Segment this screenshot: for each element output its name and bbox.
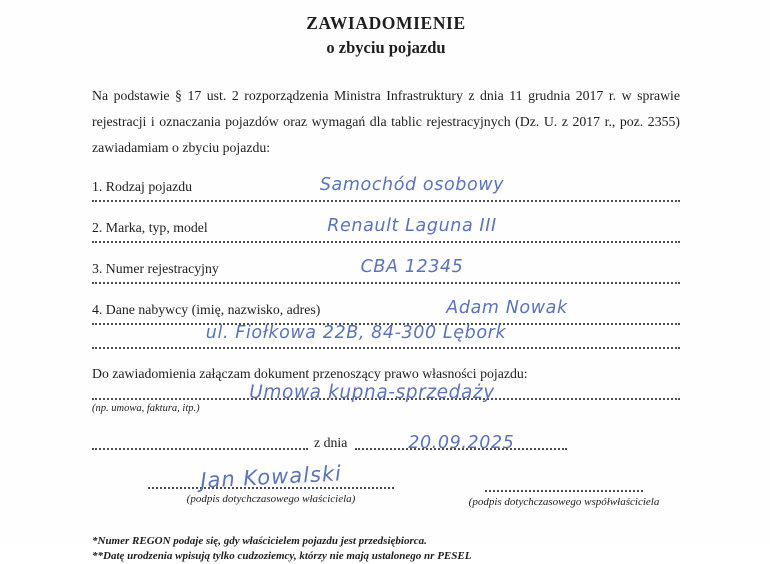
attachment-statement: Do zawiadomienia załączam dokument przenoszący prawo własności pojazdu: xyxy=(92,366,528,381)
document-subtitle: o zbyciu pojazdu xyxy=(326,38,446,57)
field-vehicle-type-value: Samochód osobowy xyxy=(319,175,505,195)
dotted-line xyxy=(485,490,643,492)
field-vehicle-type xyxy=(92,175,680,202)
co-owner-signature-block xyxy=(448,460,680,508)
field-buyer-data xyxy=(92,298,680,349)
dotted-line xyxy=(92,282,680,284)
field-buyer-name-value: Adam Nowak xyxy=(446,298,568,318)
form-fields xyxy=(92,175,680,349)
signatures-section xyxy=(92,460,680,508)
field-registration-number-label: 3. Numer rejestracyjny xyxy=(92,261,219,276)
attachment-hint: (np. umowa, faktura, itp.) xyxy=(92,403,200,414)
dotted-line xyxy=(92,347,680,349)
owner-signature: Jan Kowalski xyxy=(199,461,343,493)
owner-signature-caption: (podpis dotychczasowego właściciela) xyxy=(186,493,356,505)
dotted-line xyxy=(92,200,680,202)
field-vehicle-type-label: 1. Rodzaj pojazdu xyxy=(92,179,193,194)
legal-basis-paragraph: Na podstawie § 17 ust. 2 rozporządzenia Ministra Infrastruktury z dnia 11 grudnia 2017 r. w sprawie rejestracji i oznaczania pojazdów oraz wymagań dla tablic rejestracyjnych (Dz. U. z 2017 r., poz. 2355) zawiadamiam o zbyciu pojazdu: xyxy=(92,88,680,155)
field-buyer-address-value: ul. Fiołkowa 22B, 84-300 Lębork xyxy=(205,323,507,343)
date-label: z dnia xyxy=(314,435,348,450)
attachment-section xyxy=(92,366,680,453)
attachment-document-value: Umowa kupna-sprzedaży xyxy=(249,382,495,403)
attachment-date-row xyxy=(92,430,680,453)
footnotes xyxy=(92,534,680,564)
dotted-line xyxy=(92,448,308,450)
document-title: ZAWIADOMIENIE xyxy=(306,13,466,33)
co-owner-signature-caption: (podpis dotychczasowego współwłaściciela xyxy=(468,496,660,508)
footnote-regon: *Numer REGON podaje się, gdy właścicielem pojazdu jest przedsiębiorca. xyxy=(92,535,427,547)
field-buyer-data-label: 4. Dane nabywcy (imię, nazwisko, adres) xyxy=(92,302,321,317)
dotted-line xyxy=(92,241,680,243)
field-make-model-label: 2. Marka, typ, model xyxy=(92,220,208,235)
date-value: 20.09.2025 xyxy=(408,433,515,453)
field-registration-number xyxy=(92,257,680,284)
footnote-pesel: **Datę urodzenia wpisują tylko cudzoziemcy, którzy nie mają ustalonego nr PESEL xyxy=(92,550,472,562)
field-registration-number-value: CBA 12345 xyxy=(360,257,464,277)
owner-signature-block xyxy=(148,460,394,508)
field-make-model xyxy=(92,216,680,243)
field-make-model-value: Renault Laguna III xyxy=(327,216,497,236)
attachment-document-line xyxy=(92,382,680,403)
